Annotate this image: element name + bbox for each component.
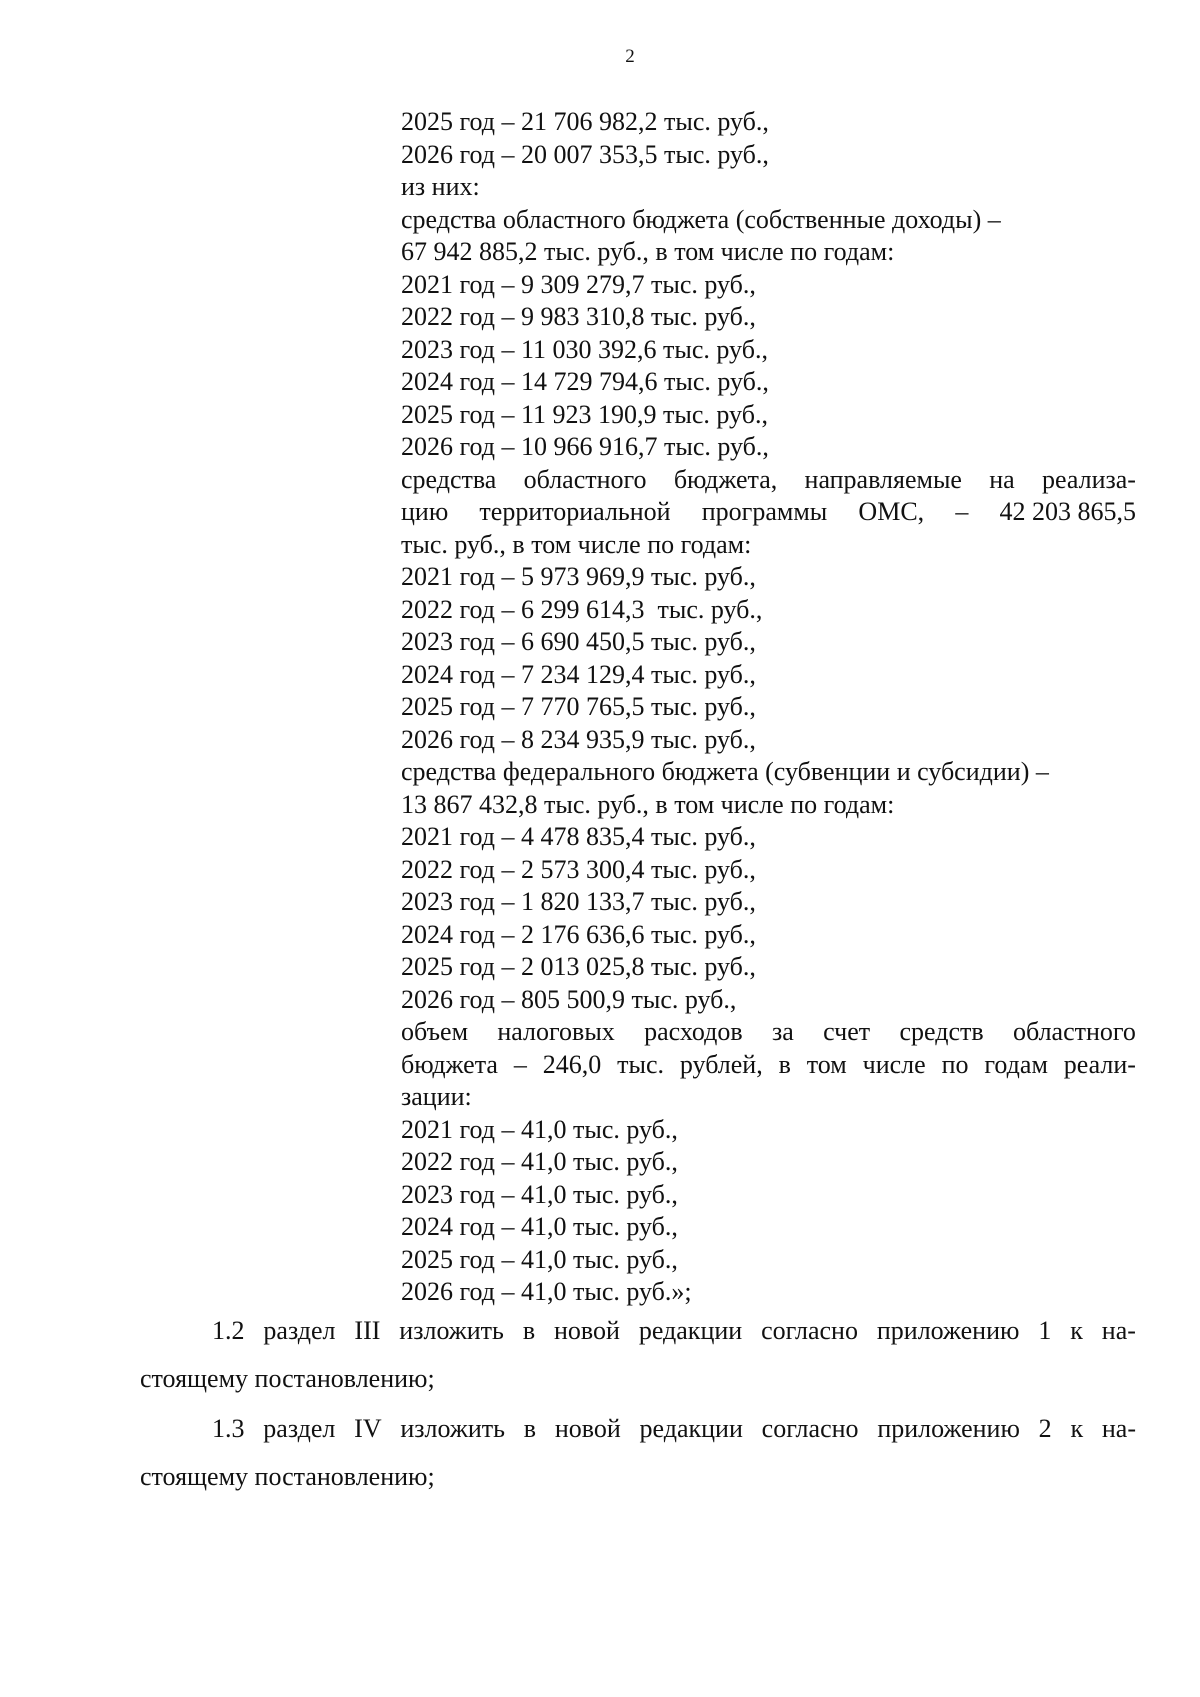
justified-line-oms-1 [401, 464, 1136, 497]
text-line: средства областного бюджета (собственные доходы) – [401, 204, 1001, 234]
paragraph-first-line [140, 1307, 1136, 1355]
text-line: из них: [401, 172, 480, 201]
text-line: 2025 год – 21 706 982,2 тыс. руб., [401, 107, 769, 136]
word: приложению [877, 1414, 1020, 1443]
justified-line-tax-1 [401, 1016, 1136, 1049]
word: 2 [1038, 1414, 1052, 1443]
text-line: 2025 год – 2 013 025,8 тыс. руб., [401, 952, 756, 981]
word: числе [862, 1049, 926, 1079]
word: новой [554, 1414, 621, 1443]
text-line: тыс. руб., в том числе по годам: [401, 529, 752, 559]
word: раздел [263, 1316, 336, 1345]
word: 1 [1038, 1316, 1052, 1345]
text-line: 2021 год – 41,0 тыс. руб., [401, 1114, 678, 1144]
paragraph-second-line: стоящему постановлению; [140, 1364, 435, 1393]
word: – [955, 497, 969, 526]
word: редакции [639, 1414, 743, 1443]
word: – [513, 1049, 527, 1079]
text-line: 2023 год – 11 030 392,6 тыс. руб., [401, 334, 768, 364]
text-line: 2021 год – 9 309 279,7 тыс. руб., [401, 269, 756, 299]
word: к [1070, 1414, 1084, 1443]
word: областного [1013, 1017, 1136, 1046]
word: реализа- [1041, 464, 1136, 494]
text-line: 2022 год – 41,0 тыс. руб., [401, 1147, 678, 1176]
word: в [778, 1049, 791, 1079]
word: счет [823, 1017, 871, 1046]
paragraph-first-line [140, 1405, 1136, 1453]
text-line: 2025 год – 41,0 тыс. руб., [401, 1244, 678, 1274]
word: по [941, 1049, 969, 1079]
text-line: 2021 год – 4 478 835,4 тыс. руб., [401, 822, 756, 851]
paragraph-1-3 [140, 1405, 1136, 1501]
word: приложению [876, 1316, 1020, 1345]
word: изложить [399, 1316, 504, 1345]
justified-line-oms-2 [401, 496, 1136, 529]
text-line: 2025 год – 7 770 765,5 тыс. руб., [401, 692, 756, 721]
text-line: 2026 год – 8 234 935,9 тыс. руб., [401, 724, 756, 754]
word: бюджета, [673, 464, 778, 494]
word: средств [899, 1017, 984, 1046]
text-line: 2024 год – 14 729 794,6 тыс. руб., [401, 367, 769, 396]
text-line: 2022 год – 6 299 614,3 тыс. руб., [401, 594, 763, 624]
financing-text-block [401, 106, 1136, 1309]
justified-line-tax-2 [401, 1049, 1136, 1082]
word: изложить [400, 1414, 505, 1443]
word: 246,0 [542, 1049, 602, 1079]
word: раздел [263, 1414, 336, 1443]
text-line: 2021 год – 5 973 969,9 тыс. руб., [401, 562, 756, 591]
word: бюджета [401, 1049, 498, 1079]
word: на- [1101, 1414, 1136, 1443]
text-line: 2022 год – 9 983 310,8 тыс. руб., [401, 302, 756, 331]
word: новой [554, 1316, 620, 1345]
text-line: средства федерального бюджета (субвенции и субсидии) – [401, 757, 1049, 786]
text-line: 67 942 885,2 тыс. руб., в том числе по годам: [401, 237, 895, 266]
word: цию [401, 497, 449, 526]
text-line: 2026 год – 41,0 тыс. руб.»; [401, 1277, 692, 1306]
word: территориальной [479, 497, 671, 526]
text-line: 2026 год – 805 500,9 тыс. руб., [401, 984, 737, 1014]
word: III [354, 1316, 381, 1345]
word: 1.3 [212, 1414, 245, 1443]
word: программы [701, 497, 828, 526]
word: реали- [1063, 1049, 1136, 1079]
word: тыс. [617, 1049, 664, 1079]
word: за [772, 1017, 794, 1046]
text-line: 2024 год – 41,0 тыс. руб., [401, 1212, 678, 1241]
word: ОМС, [858, 497, 925, 526]
text-line: 2024 год – 7 234 129,4 тыс. руб., [401, 659, 756, 689]
word: расходов [644, 1017, 743, 1046]
text-line: 2026 год – 10 966 916,7 тыс. руб., [401, 432, 769, 461]
word: направляемые [804, 464, 962, 494]
word: в [522, 1316, 536, 1345]
word: рублей, [679, 1049, 763, 1079]
paragraph-1-2 [140, 1307, 1136, 1403]
text-line: 2022 год – 2 573 300,4 тыс. руб., [401, 854, 756, 884]
text-line: 2025 год – 11 923 190,9 тыс. руб., [401, 399, 768, 429]
word: областного [523, 464, 647, 494]
text-line: 2023 год – 41,0 тыс. руб., [401, 1179, 678, 1209]
text-line: 2023 год – 1 820 133,7 тыс. руб., [401, 887, 756, 916]
page-number: 2 [625, 46, 635, 67]
word: 1.2 [212, 1316, 245, 1345]
word: в [523, 1414, 537, 1443]
word: на [989, 464, 1015, 494]
word: объем [401, 1017, 469, 1046]
text-line: зации: [401, 1082, 472, 1111]
word: согласно [761, 1414, 859, 1443]
word: к [1070, 1316, 1083, 1345]
word: редакции [638, 1316, 743, 1345]
word: IV [354, 1414, 382, 1443]
word: налоговых [497, 1017, 615, 1046]
text-line: 2026 год – 20 007 353,5 тыс. руб., [401, 139, 769, 169]
word: согласно [761, 1316, 858, 1345]
text-line: 13 867 432,8 тыс. руб., в том числе по годам: [401, 789, 895, 819]
word: на- [1101, 1316, 1136, 1345]
word: том [806, 1049, 847, 1079]
paragraph-second-line: стоящему постановлению; [140, 1462, 435, 1491]
word: годам [984, 1049, 1048, 1079]
word: средства [401, 464, 497, 494]
text-line: 2023 год – 6 690 450,5 тыс. руб., [401, 627, 756, 656]
word: 42 203 865,5 [999, 497, 1136, 526]
text-line: 2024 год – 2 176 636,6 тыс. руб., [401, 919, 756, 949]
